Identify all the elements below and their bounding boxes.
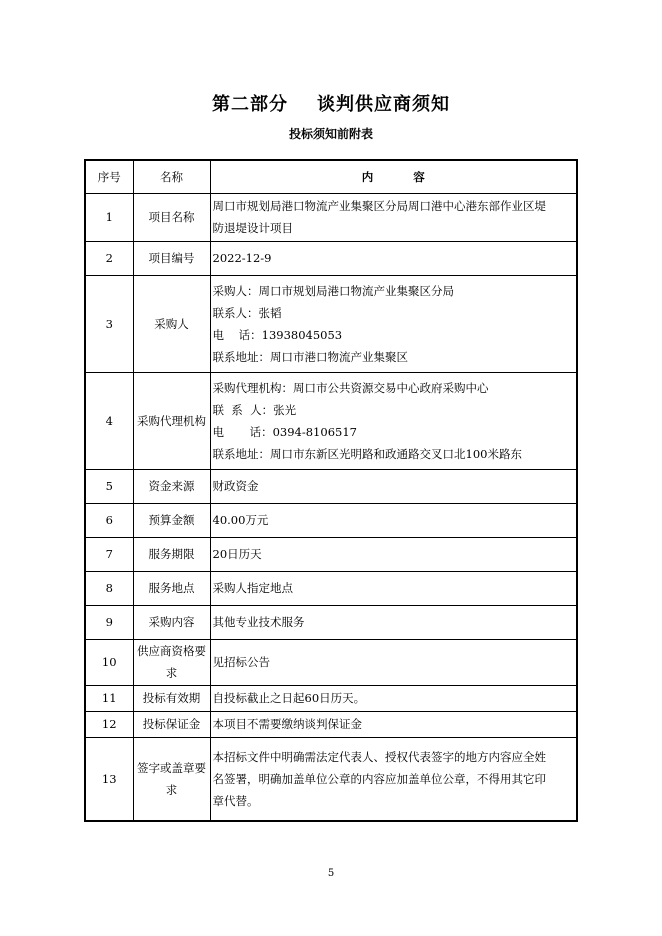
row-no: 3 <box>85 275 133 372</box>
row-no: 11 <box>85 685 133 711</box>
content-line: 财政资金 <box>212 479 259 493</box>
row-content <box>210 571 577 605</box>
table-row <box>85 372 577 469</box>
row-content <box>210 537 577 571</box>
row-name: 预算金额 <box>133 503 210 537</box>
table-header-row <box>85 160 577 193</box>
section-title: 第二部分 谈判供应商须知 <box>211 94 451 115</box>
row-no: 9 <box>85 605 133 639</box>
row-name: 项目编号 <box>133 241 210 275</box>
content-line: 联系人：张韬 <box>212 305 282 320</box>
row-content <box>210 372 577 469</box>
row-no: 7 <box>85 537 133 571</box>
header-content: 内 容 <box>210 160 577 193</box>
content-line: 周口市规划局港口物流产业集聚区分局周口港中心港东部作业区堤 <box>212 199 546 213</box>
row-no: 5 <box>85 469 133 503</box>
row-name: 投标保证金 <box>133 711 210 737</box>
table-row <box>85 469 577 503</box>
row-content <box>210 469 577 503</box>
content-line: 联系地址：周口市港口物流产业集聚区 <box>212 349 408 364</box>
row-no: 6 <box>85 503 133 537</box>
content-line: 电 话：13938045053 <box>212 327 343 342</box>
row-name: 采购内容 <box>133 605 210 639</box>
header-name: 名称 <box>133 160 210 193</box>
table-row <box>85 685 577 711</box>
row-content <box>210 275 577 372</box>
row-no: 1 <box>85 193 133 241</box>
table-row <box>85 193 577 241</box>
row-content <box>210 193 577 241</box>
table-row <box>85 275 577 372</box>
content-line: 采购人指定地点 <box>212 581 293 595</box>
row-no: 13 <box>85 737 133 821</box>
row-no: 8 <box>85 571 133 605</box>
content-line: 采购人：周口市规划局港口物流产业集聚区分局 <box>212 283 454 298</box>
content-line: 其他专业技术服务 <box>212 615 305 629</box>
content-line: 采购代理机构：周口市公共资源交易中心政府采购中心 <box>212 380 489 395</box>
content-line: 名签署，明确加盖单位公章的内容应加盖单位公章，不得用其它印 <box>212 771 546 786</box>
table-row <box>85 711 577 737</box>
row-name <box>133 639 210 685</box>
content-line: 联 系 人：张光 <box>212 402 297 417</box>
content-line: 联系地址：周口市东新区光明路和政通路交叉口北100米路东 <box>212 446 522 461</box>
row-name: 投标有效期 <box>133 685 210 711</box>
name-line: 签字或盖章要 <box>137 760 206 775</box>
row-name: 服务地点 <box>133 571 210 605</box>
content-line: 防退堤设计项目 <box>212 221 293 235</box>
page-number: 5 <box>327 868 335 879</box>
row-name: 资金来源 <box>133 469 210 503</box>
table-row <box>85 605 577 639</box>
content-line: 本项目不需要缴纳谈判保证金 <box>212 717 362 731</box>
row-content <box>210 503 577 537</box>
row-no: 4 <box>85 372 133 469</box>
row-name: 采购人 <box>133 275 210 372</box>
row-content <box>210 639 577 685</box>
content-line: 20日历天 <box>212 547 262 561</box>
row-name <box>133 737 210 821</box>
row-content <box>210 711 577 737</box>
name-line: 求 <box>165 782 178 797</box>
header-no: 序号 <box>85 160 133 193</box>
bid-notice-table <box>84 159 578 822</box>
row-name: 采购代理机构 <box>133 372 210 469</box>
row-content <box>210 685 577 711</box>
row-no: 12 <box>85 711 133 737</box>
row-content <box>210 605 577 639</box>
name-line: 求 <box>165 666 178 680</box>
content-line: 自投标截止之日起60日历天。 <box>212 691 366 705</box>
table-row <box>85 537 577 571</box>
table-row <box>85 737 577 821</box>
content-line: 2022-12-9 <box>212 251 272 265</box>
content-line: 章代替。 <box>212 793 259 808</box>
content-line: 本招标文件中明确需法定代表人、授权代表签字的地方内容应全姓 <box>212 749 546 764</box>
row-content <box>210 737 577 821</box>
name-line: 供应商资格要 <box>137 644 206 658</box>
row-no: 10 <box>85 639 133 685</box>
row-content <box>210 241 577 275</box>
table-row <box>85 503 577 537</box>
row-name: 项目名称 <box>133 193 210 241</box>
content-line: 电 话：0394-8106517 <box>212 424 357 439</box>
row-no: 2 <box>85 241 133 275</box>
content-line: 见招标公告 <box>212 655 270 669</box>
table-title: 投标须知前附表 <box>288 127 373 141</box>
table-row <box>85 571 577 605</box>
table-row <box>85 639 577 685</box>
row-name: 服务期限 <box>133 537 210 571</box>
content-line: 40.00万元 <box>212 513 269 527</box>
table-row <box>85 241 577 275</box>
